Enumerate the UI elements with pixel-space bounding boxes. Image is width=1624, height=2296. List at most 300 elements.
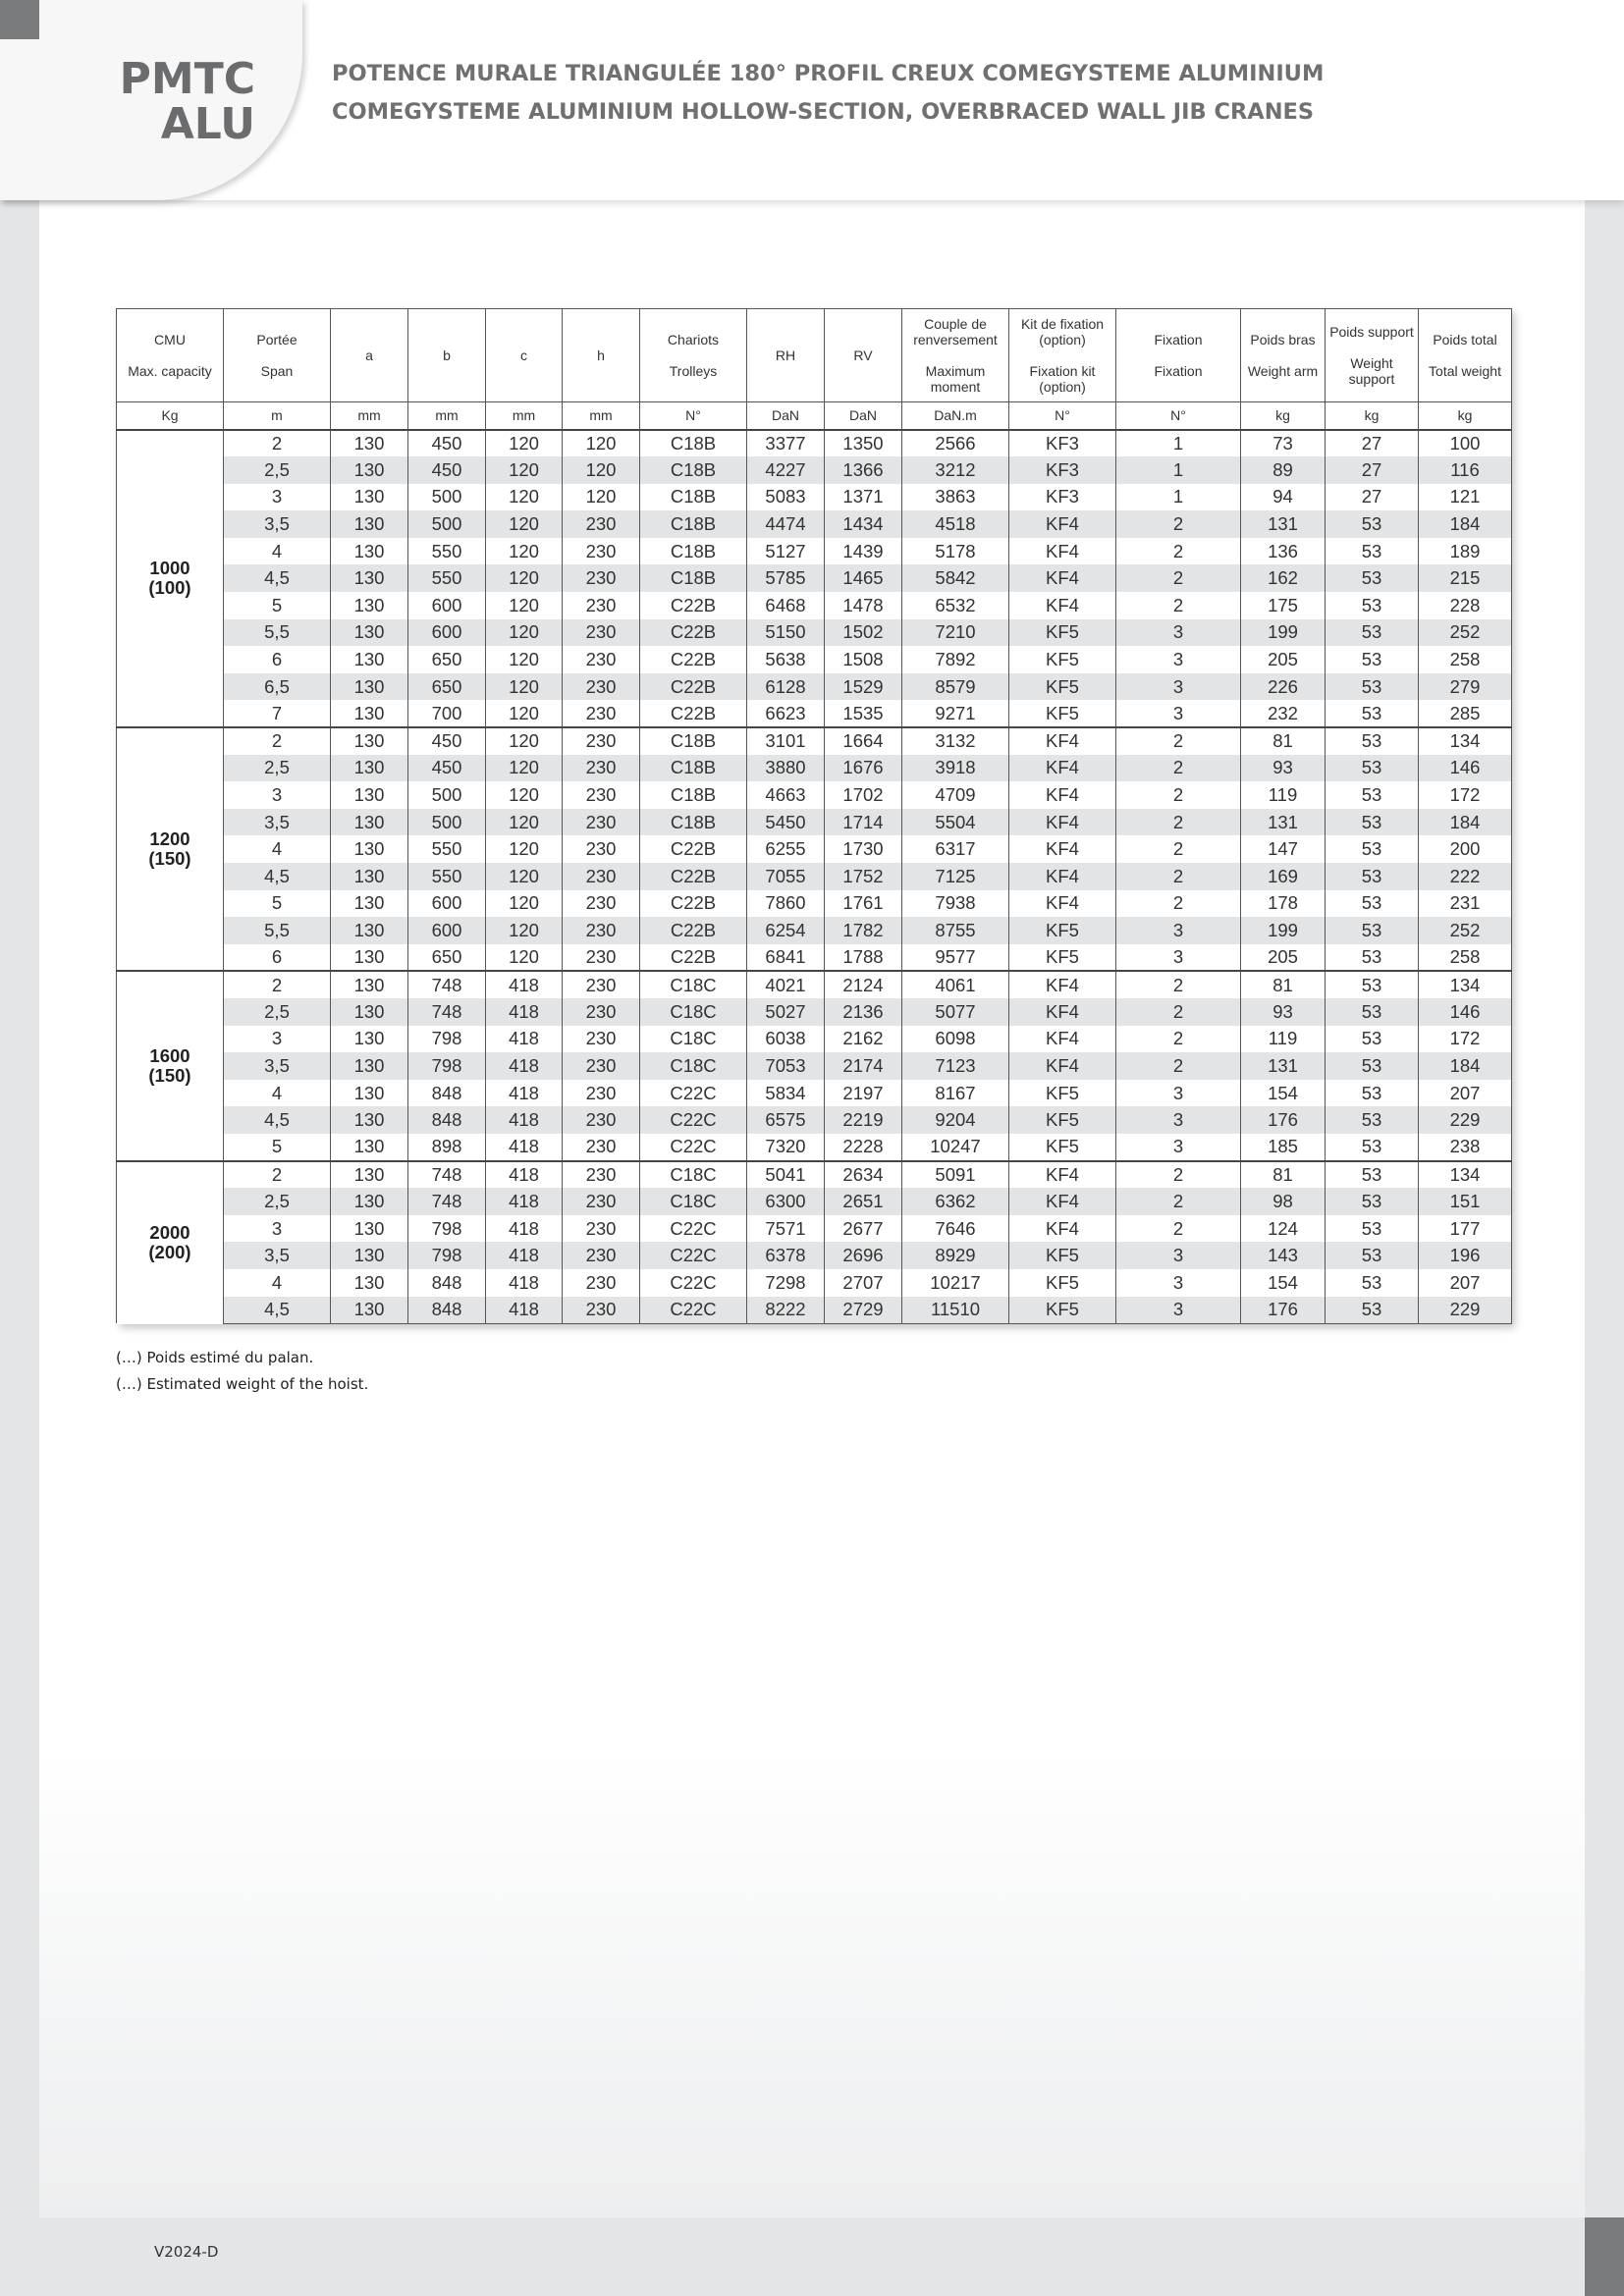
- column-header-en: Weight arm: [1247, 363, 1319, 379]
- table-row: [117, 1052, 1512, 1080]
- table-cell: 3: [1116, 1106, 1241, 1134]
- brand-logo: [119, 54, 255, 149]
- table-cell: 3,5: [224, 809, 331, 836]
- table-cell: 1782: [825, 917, 902, 944]
- table-cell: 600: [408, 619, 486, 647]
- table-row: [117, 700, 1512, 727]
- table-row: [117, 727, 1512, 755]
- table-cell: KF3: [1009, 430, 1116, 457]
- table-cell: KF3: [1009, 456, 1116, 484]
- table-cell: 2,5: [224, 456, 331, 484]
- table-cell: 3: [1116, 944, 1241, 972]
- table-cell: 177: [1419, 1215, 1512, 1243]
- table-cell: KF4: [1009, 998, 1116, 1026]
- table-cell: 230: [563, 890, 640, 918]
- table-cell: KF5: [1009, 1269, 1116, 1297]
- table-cell: C22B: [640, 944, 747, 972]
- table-cell: 3880: [747, 755, 825, 782]
- table-cell: C22B: [640, 835, 747, 863]
- column-header-en: Max. capacity: [128, 363, 212, 379]
- table-row: [117, 1080, 1512, 1107]
- table-cell: 2566: [902, 430, 1009, 457]
- table-cell: 1508: [825, 646, 902, 673]
- brand-line-1: PMTC: [119, 54, 255, 104]
- table-cell: 1702: [825, 781, 902, 809]
- table-cell: 120: [486, 809, 563, 836]
- table-cell: 4,5: [224, 1297, 331, 1324]
- table-cell: 700: [408, 700, 486, 727]
- table-cell: 3918: [902, 755, 1009, 782]
- table-cell: 120: [486, 510, 563, 538]
- table-cell: KF4: [1009, 971, 1116, 998]
- table-cell: 798: [408, 1052, 486, 1080]
- table-cell: 3: [1116, 1134, 1241, 1161]
- title-french: POTENCE MURALE TRIANGULÉE 180° PROFIL CREUX COMEGYSTEME ALUMINIUM: [332, 61, 1325, 86]
- column-header-label: b: [443, 347, 451, 363]
- table-cell: 199: [1241, 917, 1326, 944]
- table-cell: 7053: [747, 1052, 825, 1080]
- capacity-cell: [117, 1161, 224, 1324]
- column-header-fr: Poids bras: [1250, 332, 1316, 347]
- table-cell: 6623: [747, 700, 825, 727]
- table-cell: 5: [224, 1134, 331, 1161]
- column-header: [1241, 309, 1326, 402]
- table-cell: C22B: [640, 700, 747, 727]
- table-cell: 2: [1116, 781, 1241, 809]
- table-cell: 4,5: [224, 1106, 331, 1134]
- table-cell: 7123: [902, 1052, 1009, 1080]
- table-cell: C18C: [640, 998, 747, 1026]
- table-cell: 120: [486, 944, 563, 972]
- table-cell: 650: [408, 646, 486, 673]
- table-cell: 53: [1326, 1026, 1419, 1053]
- table-cell: 53: [1326, 646, 1419, 673]
- table-cell: 8579: [902, 673, 1009, 701]
- table-cell: 176: [1241, 1297, 1326, 1324]
- column-header: [1116, 309, 1241, 402]
- table-cell: C22C: [640, 1080, 747, 1107]
- table-cell: 230: [563, 1188, 640, 1215]
- table-cell: 6362: [902, 1188, 1009, 1215]
- table-cell: 748: [408, 1161, 486, 1189]
- table-cell: 4021: [747, 971, 825, 998]
- table-cell: 130: [331, 781, 408, 809]
- table-cell: 81: [1241, 1161, 1326, 1189]
- table-cell: 748: [408, 998, 486, 1026]
- table-cell: 230: [563, 700, 640, 727]
- table-cell: 2: [1116, 755, 1241, 782]
- table-cell: 53: [1326, 998, 1419, 1026]
- capacity-cell: [117, 971, 224, 1160]
- capacity-value: 2000: [149, 1221, 190, 1243]
- table-cell: 500: [408, 781, 486, 809]
- table-cell: 4474: [747, 510, 825, 538]
- table-cell: 550: [408, 564, 486, 592]
- column-header: [747, 309, 825, 402]
- table-cell: 6378: [747, 1242, 825, 1269]
- column-header: [1326, 309, 1419, 402]
- table-cell: C18B: [640, 727, 747, 755]
- table-cell: 130: [331, 484, 408, 511]
- column-header-en: Maximum moment: [925, 363, 986, 395]
- column-header: [331, 309, 408, 402]
- table-cell: 196: [1419, 1242, 1512, 1269]
- table-cell: 120: [486, 430, 563, 457]
- table-cell: 4: [224, 1080, 331, 1107]
- table-cell: KF4: [1009, 592, 1116, 619]
- table-row: [117, 1188, 1512, 1215]
- unit-cell: DaN: [747, 402, 825, 430]
- table-cell: 120: [486, 863, 563, 890]
- table-cell: 3: [224, 484, 331, 511]
- table-row: [117, 538, 1512, 565]
- table-cell: 119: [1241, 1026, 1326, 1053]
- table-cell: 53: [1326, 1134, 1419, 1161]
- table-cell: 5178: [902, 538, 1009, 565]
- table-cell: 418: [486, 1026, 563, 1053]
- table-cell: 11510: [902, 1297, 1009, 1324]
- unit-cell: mm: [408, 402, 486, 430]
- table-cell: 53: [1326, 1269, 1419, 1297]
- table-cell: 5638: [747, 646, 825, 673]
- table-cell: 120: [486, 538, 563, 565]
- table-cell: C22C: [640, 1134, 747, 1161]
- table-cell: KF4: [1009, 564, 1116, 592]
- table-cell: 93: [1241, 755, 1326, 782]
- table-cell: 550: [408, 863, 486, 890]
- table-cell: 418: [486, 1297, 563, 1324]
- table-cell: 5,5: [224, 917, 331, 944]
- table-cell: 134: [1419, 727, 1512, 755]
- table-cell: 650: [408, 944, 486, 972]
- table-cell: 2634: [825, 1161, 902, 1189]
- capacity-group: [117, 1161, 1512, 1324]
- table-cell: 4,5: [224, 564, 331, 592]
- table-cell: 2: [1116, 538, 1241, 565]
- column-header-fr: Kit de fixation (option): [1020, 316, 1105, 347]
- table-cell: 130: [331, 456, 408, 484]
- column-header: [117, 309, 224, 402]
- table-cell: 4: [224, 538, 331, 565]
- table-cell: 130: [331, 646, 408, 673]
- table-row: [117, 944, 1512, 972]
- table-cell: 230: [563, 971, 640, 998]
- table-cell: C22C: [640, 1297, 747, 1324]
- table-cell: 2: [1116, 890, 1241, 918]
- table-cell: 3: [1116, 917, 1241, 944]
- table-cell: 27: [1326, 484, 1419, 511]
- unit-cell: m: [224, 402, 331, 430]
- table-cell: 53: [1326, 917, 1419, 944]
- table-cell: 3: [1116, 1080, 1241, 1107]
- table-cell: 230: [563, 538, 640, 565]
- table-cell: 6098: [902, 1026, 1009, 1053]
- table-cell: 130: [331, 673, 408, 701]
- page-header: [0, 0, 1624, 200]
- column-header-label: RV: [853, 347, 873, 363]
- table-cell: 7938: [902, 890, 1009, 918]
- column-header: [902, 309, 1009, 402]
- table-cell: 798: [408, 1242, 486, 1269]
- table-cell: 3: [1116, 1242, 1241, 1269]
- table-cell: 2197: [825, 1080, 902, 1107]
- table-cell: 98: [1241, 1188, 1326, 1215]
- table-cell: 215: [1419, 564, 1512, 592]
- table-cell: 848: [408, 1297, 486, 1324]
- table-cell: 848: [408, 1106, 486, 1134]
- table-cell: 7210: [902, 619, 1009, 647]
- table-cell: 229: [1419, 1106, 1512, 1134]
- table-row: [117, 1297, 1512, 1324]
- table-cell: 500: [408, 484, 486, 511]
- table-cell: 120: [486, 890, 563, 918]
- unit-cell: mm: [563, 402, 640, 430]
- table-cell: 100: [1419, 430, 1512, 457]
- table-cell: 1478: [825, 592, 902, 619]
- table-cell: 6038: [747, 1026, 825, 1053]
- table-cell: 230: [563, 944, 640, 972]
- table-cell: 3: [1116, 646, 1241, 673]
- table-cell: 120: [486, 700, 563, 727]
- table-cell: 4709: [902, 781, 1009, 809]
- table-cell: 418: [486, 998, 563, 1026]
- table-cell: 130: [331, 755, 408, 782]
- table-cell: 5027: [747, 998, 825, 1026]
- table-cell: 130: [331, 1242, 408, 1269]
- table-cell: C18B: [640, 484, 747, 511]
- table-cell: 175: [1241, 592, 1326, 619]
- table-cell: 3,5: [224, 510, 331, 538]
- table-cell: KF4: [1009, 538, 1116, 565]
- table-cell: 230: [563, 781, 640, 809]
- table-cell: 130: [331, 1134, 408, 1161]
- unit-cell: mm: [331, 402, 408, 430]
- table-cell: 1434: [825, 510, 902, 538]
- unit-cell: kg: [1419, 402, 1512, 430]
- table-cell: 2136: [825, 998, 902, 1026]
- table-cell: 418: [486, 1188, 563, 1215]
- column-header-label: a: [365, 347, 373, 363]
- table-cell: 130: [331, 917, 408, 944]
- table-cell: 2: [1116, 1052, 1241, 1080]
- table-cell: 7298: [747, 1269, 825, 1297]
- table-cell: 130: [331, 809, 408, 836]
- table-cell: 258: [1419, 646, 1512, 673]
- table-cell: KF5: [1009, 646, 1116, 673]
- table-row: [117, 1242, 1512, 1269]
- table-row: [117, 1134, 1512, 1161]
- table-cell: 178: [1241, 890, 1326, 918]
- table-cell: 2: [1116, 592, 1241, 619]
- table-cell: 418: [486, 1269, 563, 1297]
- table-row: [117, 619, 1512, 647]
- table-cell: 2: [1116, 510, 1241, 538]
- table-cell: 500: [408, 809, 486, 836]
- table-row: [117, 917, 1512, 944]
- table-cell: 798: [408, 1215, 486, 1243]
- table-cell: KF4: [1009, 1161, 1116, 1189]
- table-cell: KF3: [1009, 484, 1116, 511]
- brand-line-2: ALU: [160, 99, 255, 149]
- table-cell: 3212: [902, 456, 1009, 484]
- table-cell: 226: [1241, 673, 1326, 701]
- column-header-fr: Portée: [256, 332, 298, 347]
- table-row: [117, 971, 1512, 998]
- table-cell: 600: [408, 917, 486, 944]
- table-cell: C22C: [640, 1215, 747, 1243]
- table-cell: 169: [1241, 863, 1326, 890]
- table-cell: KF4: [1009, 1026, 1116, 1053]
- table-cell: 2: [224, 1161, 331, 1189]
- table-cell: KF4: [1009, 727, 1116, 755]
- table-row: [117, 1215, 1512, 1243]
- hoist-weight: (150): [148, 848, 191, 870]
- table-cell: 1535: [825, 700, 902, 727]
- unit-cell: DaN.m: [902, 402, 1009, 430]
- table-cell: 184: [1419, 809, 1512, 836]
- table-cell: 9204: [902, 1106, 1009, 1134]
- table-row: [117, 484, 1512, 511]
- table-cell: 3132: [902, 727, 1009, 755]
- table-cell: 53: [1326, 673, 1419, 701]
- table-cell: 4227: [747, 456, 825, 484]
- table-cell: 2: [1116, 835, 1241, 863]
- unit-cell: DaN: [825, 402, 902, 430]
- table-cell: KF4: [1009, 781, 1116, 809]
- table-cell: 1502: [825, 619, 902, 647]
- table-cell: 228: [1419, 592, 1512, 619]
- table-cell: 53: [1326, 1052, 1419, 1080]
- table-cell: 450: [408, 456, 486, 484]
- table-cell: 130: [331, 971, 408, 998]
- table-cell: 53: [1326, 755, 1419, 782]
- table-cell: 119: [1241, 781, 1326, 809]
- table-cell: 120: [563, 456, 640, 484]
- table-cell: KF5: [1009, 700, 1116, 727]
- table-cell: 53: [1326, 863, 1419, 890]
- table-cell: 93: [1241, 998, 1326, 1026]
- table-row: [117, 809, 1512, 836]
- table-cell: 130: [331, 510, 408, 538]
- table-cell: 230: [563, 727, 640, 755]
- table-cell: 500: [408, 510, 486, 538]
- column-header: [825, 309, 902, 402]
- capacity-value: 1200: [149, 828, 190, 850]
- table-row: [117, 564, 1512, 592]
- table-cell: 418: [486, 1161, 563, 1189]
- table-cell: 1: [1116, 484, 1241, 511]
- table-cell: 130: [331, 1080, 408, 1107]
- table-cell: 7055: [747, 863, 825, 890]
- table-cell: 120: [486, 727, 563, 755]
- table-cell: 2651: [825, 1188, 902, 1215]
- table-cell: 1: [1116, 456, 1241, 484]
- table-cell: 230: [563, 1161, 640, 1189]
- table-cell: 2124: [825, 971, 902, 998]
- table-cell: 146: [1419, 755, 1512, 782]
- column-header: [486, 309, 563, 402]
- table-cell: KF5: [1009, 673, 1116, 701]
- table-cell: 130: [331, 863, 408, 890]
- table-cell: 2,5: [224, 998, 331, 1026]
- table-cell: 5842: [902, 564, 1009, 592]
- table-cell: KF4: [1009, 755, 1116, 782]
- table-cell: 81: [1241, 971, 1326, 998]
- table-cell: 418: [486, 971, 563, 998]
- table-cell: 130: [331, 998, 408, 1026]
- table-cell: 1676: [825, 755, 902, 782]
- table-cell: C22C: [640, 1242, 747, 1269]
- table-cell: 73: [1241, 430, 1326, 457]
- table-cell: C18B: [640, 564, 747, 592]
- table-row: [117, 1161, 1512, 1189]
- table-cell: 27: [1326, 430, 1419, 457]
- table-cell: 3: [224, 781, 331, 809]
- table-cell: KF4: [1009, 835, 1116, 863]
- column-header-label: RH: [775, 347, 796, 363]
- table-cell: C18B: [640, 510, 747, 538]
- table-cell: 229: [1419, 1297, 1512, 1324]
- column-header-fr: CMU: [154, 332, 186, 347]
- table-cell: 120: [486, 781, 563, 809]
- table-cell: 53: [1326, 592, 1419, 619]
- table-cell: 10217: [902, 1269, 1009, 1297]
- table-cell: 4,5: [224, 863, 331, 890]
- table-cell: 189: [1419, 538, 1512, 565]
- table-cell: 2,5: [224, 1188, 331, 1215]
- table-cell: 6468: [747, 592, 825, 619]
- table-row: [117, 510, 1512, 538]
- table-cell: KF5: [1009, 917, 1116, 944]
- table-cell: 2162: [825, 1026, 902, 1053]
- table-cell: 5450: [747, 809, 825, 836]
- table-cell: 3863: [902, 484, 1009, 511]
- table-cell: 898: [408, 1134, 486, 1161]
- table-cell: 53: [1326, 1080, 1419, 1107]
- table-row: [117, 592, 1512, 619]
- table-cell: 147: [1241, 835, 1326, 863]
- table-cell: 1714: [825, 809, 902, 836]
- column-header-en: Span: [260, 363, 294, 379]
- table-cell: KF5: [1009, 1080, 1116, 1107]
- table-cell: 3377: [747, 430, 825, 457]
- table-cell: 550: [408, 538, 486, 565]
- table-cell: C18B: [640, 456, 747, 484]
- table-cell: 7571: [747, 1215, 825, 1243]
- table-cell: 6,5: [224, 673, 331, 701]
- column-header-en: Total weight: [1429, 363, 1501, 379]
- table-cell: 230: [563, 917, 640, 944]
- table-cell: 2: [224, 430, 331, 457]
- table-cell: 798: [408, 1026, 486, 1053]
- table-cell: 3101: [747, 727, 825, 755]
- table-cell: 53: [1326, 971, 1419, 998]
- table-cell: 285: [1419, 700, 1512, 727]
- table-cell: 5150: [747, 619, 825, 647]
- column-header-fr: Fixation: [1154, 332, 1203, 347]
- table-cell: 81: [1241, 727, 1326, 755]
- footer-band: [0, 2217, 1624, 2296]
- table-cell: 418: [486, 1106, 563, 1134]
- column-header-en: Fixation: [1154, 363, 1203, 379]
- table-cell: 3: [224, 1215, 331, 1243]
- table-cell: KF5: [1009, 1106, 1116, 1134]
- capacity-group: [117, 971, 1512, 1160]
- table-cell: 172: [1419, 781, 1512, 809]
- table-cell: 2: [1116, 1215, 1241, 1243]
- unit-cell: mm: [486, 402, 563, 430]
- table-cell: 1465: [825, 564, 902, 592]
